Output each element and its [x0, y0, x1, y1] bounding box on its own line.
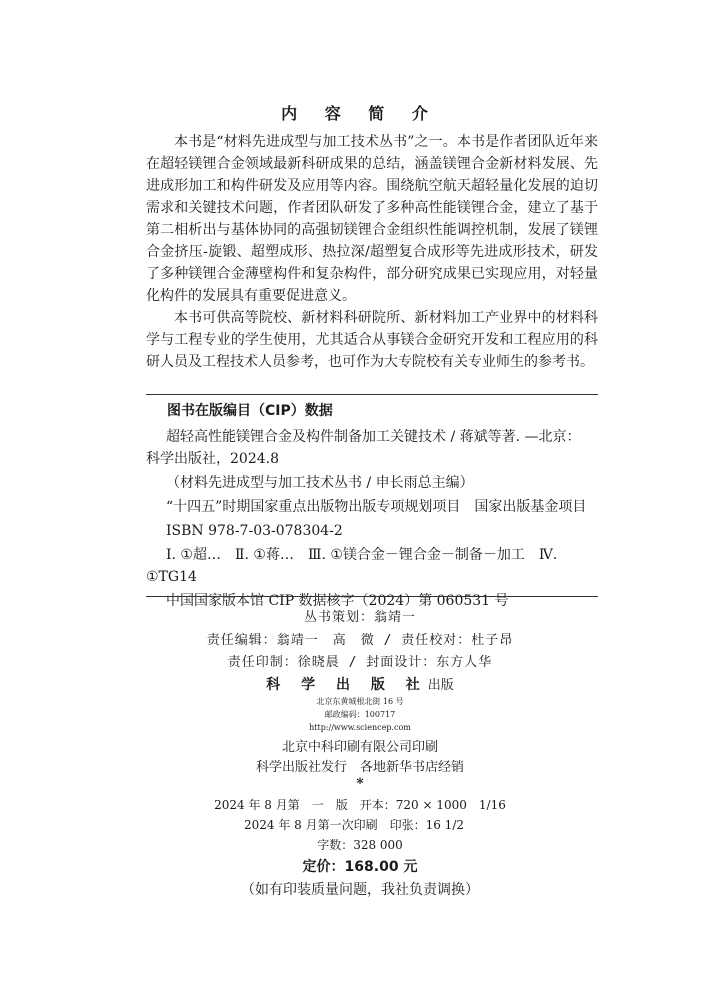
- cip-line: Ⅰ. ①超… Ⅱ. ①蒋… Ⅲ. ①镁合金－锂合金－制备－加工 Ⅳ. ①TG14: [146, 547, 558, 585]
- distribution-line: 科学出版社发行 各地新华书店经销: [255, 760, 464, 775]
- intro-paragraph-2: 本书可供高等院校、新材料科研院所、新材料加工产业界中的材料科学与工程专业的学生使用，尤其适合从事镁合金研究开发和工程应用的科研人员及工程技术人员参考，也可作为大专院校有关专业师生的参考书。: [146, 310, 598, 370]
- edition-line: 2024 年 8 月第 一 版 开本：720 × 1000 1/16: [214, 798, 506, 812]
- cip-line: 科学出版社，2024.8: [146, 451, 279, 467]
- credit-planner: 丛书策划：翁靖一: [303, 610, 416, 625]
- cip-line: （材料先进成型与加工技术丛书 / 申长雨总主编）: [166, 475, 474, 491]
- intro-paragraph-1: 本书是“材料先进成型与加工技术丛书”之一。本书是作者团队近年来在超轻镁锂合金领域最新科研成果的总结，涵盖镁锂合金新材料发展、先进成形加工和构件研发及应用等内容。围绕航空航天超轻量化发展的迫切需求和关键技术问题，作者团队研发了多种高性能镁锂合金，建立了基于第二相析出与基体协同的高强韧镁锂合金组织性能调控机制，发展了镁锂合金挤压-旋锻、超塑成形、热拉深/超塑复合成形等先进成形技术，研发了多种镁锂合金薄壁构件和复杂构件，部分研究成果已实现应用，对轻量化构件的发展具有重要促进意义。: [146, 134, 598, 304]
- price: 定价：168.00 元: [302, 859, 418, 875]
- cip-line: “十四五”时期国家重点出版物出版专项规划项目 国家出版基金项目: [166, 499, 587, 515]
- printing-line: 2024 年 8 月第一次印刷 印张：16 1/2: [243, 818, 464, 832]
- cip-block: [146, 426, 598, 612]
- publisher-line: [0, 674, 720, 694]
- page-title: 内 容 简 介: [281, 104, 439, 123]
- credit-editors: 责任编辑：翁靖一 高 微 / 责任校对：杜子昂: [206, 633, 514, 648]
- publisher-postcode: 邮政编码：100717: [324, 710, 396, 719]
- publisher-name: 科 学 出 版 社: [266, 677, 428, 693]
- divider-top: [146, 394, 598, 395]
- publisher-address: 北京东黄城根北街 16 号: [316, 697, 404, 706]
- cip-heading: 图书在版编目（CIP）数据: [167, 403, 333, 419]
- printer-line: 北京中科印刷有限公司印刷: [281, 740, 438, 755]
- cip-line: ISBN 978-7-03-078304-2: [166, 523, 343, 539]
- credit-printing: 责任印制：徐晓晨 / 封面设计：东方人华: [227, 655, 493, 670]
- word-count: 字数：328 000: [317, 838, 403, 852]
- divider-bottom: [146, 596, 598, 597]
- cip-line: 超轻高性能镁锂合金及构件制备加工关键技术 / 蒋斌等著. —北京：: [166, 429, 581, 445]
- intro-text: [146, 131, 598, 373]
- separator-star: *: [356, 776, 364, 792]
- publisher-suffix: 出版: [427, 678, 454, 693]
- publisher-url: http://www.sciencep.com: [309, 723, 411, 732]
- cip-line: 中国国家版本馆 CIP 数据核字（2024）第 060531 号: [166, 593, 509, 609]
- quality-notice: （如有印装质量问题，我社负责调换）: [241, 882, 479, 898]
